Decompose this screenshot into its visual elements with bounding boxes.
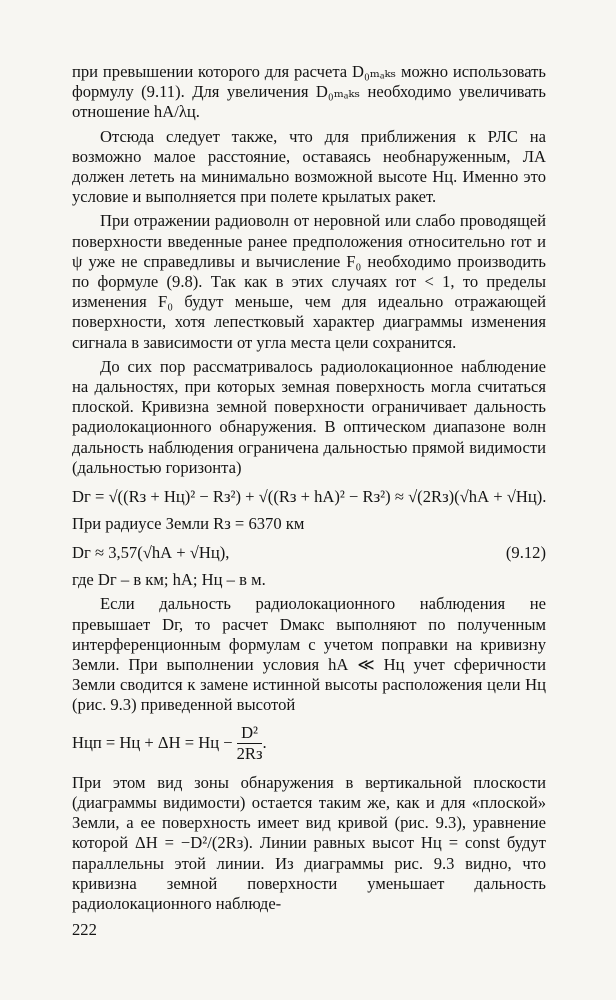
paragraph-1: при превышении которого для расчета D₀ₘₐₖₛ можно использовать формулу (9.11). Для увеличения D₀ₘₐₖₛ необходимо увеличивать отношение hА/λц. xyxy=(72,62,546,122)
formula-reduced-height xyxy=(72,724,546,763)
page-body xyxy=(72,62,546,914)
fraction-numerator: D² xyxy=(237,724,262,744)
formula-horizon-text: Dг = √((Rз + Hц)² − Rз²) + √((Rз + hА)² − Rз²) ≈ √(2Rз)(√hА + √Hц). xyxy=(72,487,547,507)
fraction xyxy=(237,724,263,763)
units-line: где Dг – в км; hА; Hц – в м. xyxy=(72,570,266,590)
formula-9-12 xyxy=(72,542,546,564)
paragraph-2: Отсюда следует также, что для приближения к РЛС на возможно малое расстояние, оставаясь необнаруженным, ЛА должен лететь на минимально возможной высоте Hц. Именно это условие и выполняется при полете крылатых ракет. xyxy=(72,126,546,207)
formula-reduced-end: . xyxy=(262,733,267,753)
paragraph-6: При этом вид зоны обнаружения в вертикальной плоскости (диаграммы видимости) остается таким же, как и для «плоской» Земли, а ее поверхность имеет вид кривой (рис. 9.3), уравнение которой ΔH = −D²/(2Rз). Линии равных высот Hц = const будут параллельны этой линии. Из диаграммы рис. 9.3 видно, что кривизна земной поверхности уменьшает дальность радиолокационного наблюде- xyxy=(72,772,546,913)
page-number: 222 xyxy=(72,920,97,939)
formula-reduced-lhs: Hцп = Hц + ΔH = Hц − xyxy=(72,733,233,753)
paragraph-5: Если дальность радиолокационного наблюдения не превышает Dг, то расчет Dмакс выполняют по полученным интерференционным формулам с учетом поправки на кривизну Земли. При выполнении условия hА ≪ Hц учет сферичности Земли сводится к замене истинной высоты расположения цели Hц (рис. 9.3) приведенной высотой xyxy=(72,594,546,715)
equation-number: (9.12) xyxy=(505,543,546,563)
fraction-denominator: 2Rз xyxy=(236,743,263,763)
earth-radius-line: При радиусе Земли Rз = 6370 км xyxy=(72,514,305,534)
formula-9-12-text: Dг ≈ 3,57(√hА + √Hц), xyxy=(72,543,230,563)
paragraph-3: При отражении радиоволн от неровной или слабо проводящей поверхности введенные ранее предположения относительно rот и ψ уже не справедливы и вычисление F₀ необходимо производить по формуле (9.8). Так как в этих случаях rот < 1, то пределы изменения F₀ будут меньше, чем для идеально отражающей поверхности, хотя лепестковый характер диаграммы изменения сигнала в зависимости от угла места цели сохранится. xyxy=(72,211,546,352)
paragraph-4: До сих пор рассматривалось радиолокационное наблюдение на дальностях, при которых земная поверхность могла считаться плоской. Кривизна земной поверхности ограничивает дальность радиолокационного обнаружения. В оптическом диапазоне волн дальность наблюдения ограничена дальностью прямой видимости (дальностью горизонта) xyxy=(72,356,546,477)
formula-horizon-distance xyxy=(72,486,546,508)
